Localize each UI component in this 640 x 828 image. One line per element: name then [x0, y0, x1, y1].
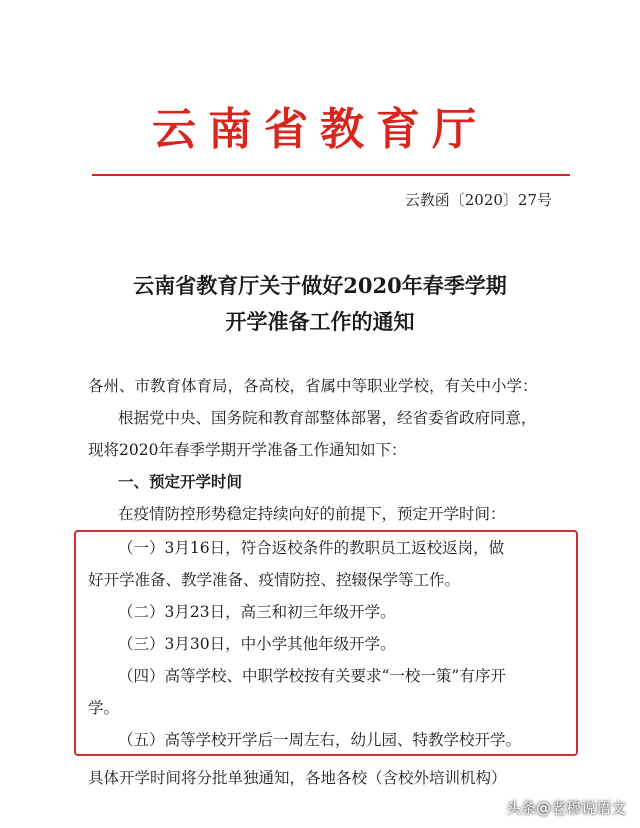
- document-number: 云教函〔2020〕27号: [404, 191, 552, 209]
- item-4-line-1: （四）高等学校、中职学校按有关要求“一校一策”有序开: [118, 667, 506, 685]
- closing-line: 具体开学时间将分批单独通知，各地各校（含校外培训机构）: [88, 769, 507, 787]
- notice-title-line-1: 云南省教育厅关于做好2020年春季学期: [133, 273, 507, 298]
- source-watermark: 头条@老穆说语文: [505, 799, 626, 817]
- masthead-red-rule: [92, 174, 570, 176]
- notice-title-line-2: 开学准备工作的通知: [225, 309, 415, 334]
- intro-line-2: 现将2020年春季学期开学准备工作通知如下：: [88, 441, 407, 459]
- item-1-line-1: （一）3月16日，符合返校条件的教职员工返校返岗，做: [118, 539, 505, 557]
- item-2: （二）3月23日，高三和初三年级开学。: [118, 603, 396, 621]
- intro-line-1: 根据党中央、国务院和教育部整体部署，经省委省政府同意，: [118, 409, 537, 427]
- notice-title: [0, 268, 640, 340]
- section-1-lead: 在疫情防控形势稳定持续向好的前提下，预定开学时间：: [118, 505, 506, 523]
- masthead-title: 云南省教育厅: [152, 104, 488, 155]
- addressee: 各州、市教育体育局，各高校，省属中等职业学校，有关中小学：: [88, 377, 538, 395]
- item-4-line-2: 学。: [88, 699, 120, 717]
- item-5: （五）高等学校开学后一周左右，幼儿园、特教学校开学。: [118, 731, 522, 749]
- item-1-line-2: 好开学准备、教学准备、疫情防控、控辍保学等工作。: [88, 571, 461, 589]
- section-1-heading: 一、预定开学时间: [118, 472, 243, 491]
- item-3: （三）3月30日，中小学其他年级开学。: [118, 635, 396, 653]
